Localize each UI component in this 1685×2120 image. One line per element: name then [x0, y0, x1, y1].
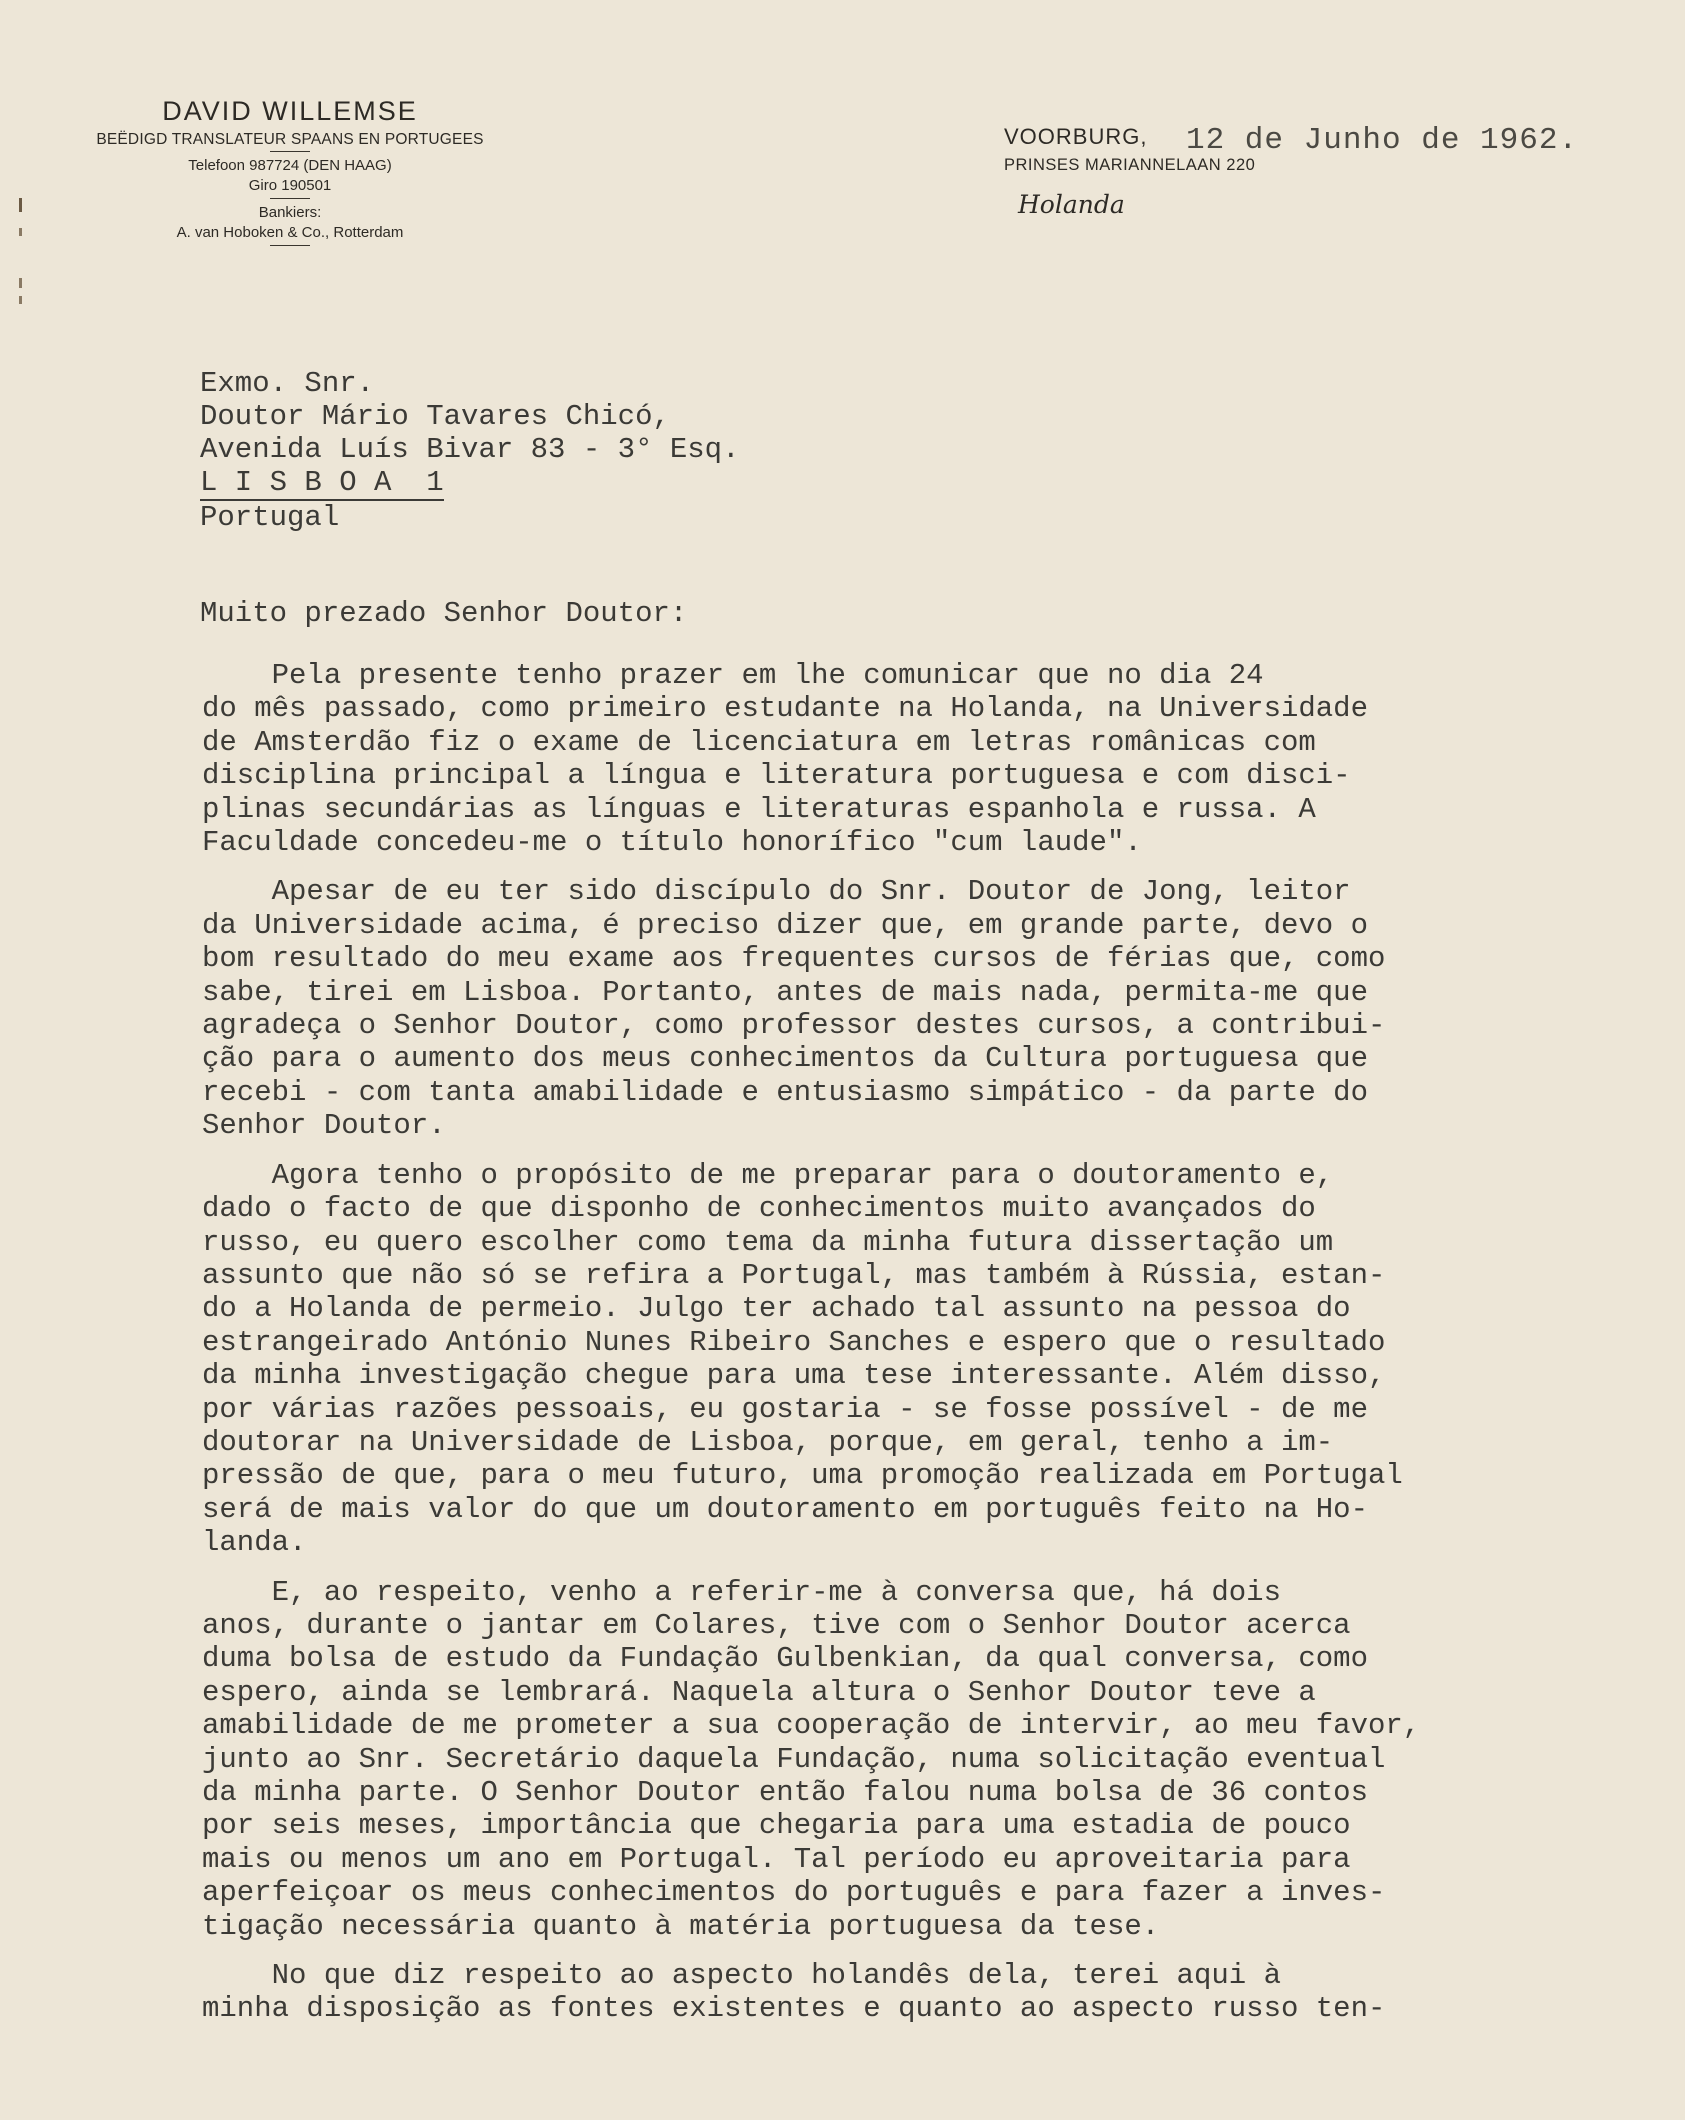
address-line: Doutor Mário Tavares Chicó, — [200, 400, 670, 433]
body-line: da minha investigação chegue para uma tese interessante. Além disso, — [202, 1359, 1386, 1393]
body-line: bom resultado do meu exame aos frequentes cursos de férias que, como — [202, 942, 1386, 976]
body-line: assunto que não só se refira a Portugal, mas também à Rússia, estan- — [202, 1258, 1386, 1292]
address-line: Avenida Luís Bivar 83 - 3° Esq. — [200, 433, 740, 466]
body-line: Faculdade concedeu-me o título honorífico "cum laude". — [202, 826, 1142, 860]
handwritten-annotation: Holanda — [1018, 190, 1125, 219]
body-line: E, ao respeito, venho a referir-me à conversa que, há dois — [202, 1575, 1281, 1609]
body-line: pressão de que, para o meu futuro, uma promoção realizada em Portugal — [202, 1459, 1403, 1493]
body-line: amabilidade de me prometer a sua cooperação de intervir, ao meu favor, — [202, 1709, 1421, 1743]
body-line: junto ao Snr. Secretário daquela Fundação, numa solicitação eventual — [202, 1742, 1386, 1776]
body-line: por várias razões pessoais, eu gostaria - se fosse possível - de me — [202, 1392, 1368, 1426]
divider — [270, 151, 310, 152]
sender-giro: Giro 190501 — [248, 177, 332, 194]
bankers-name: A. van Hoboken & Co., Rotterdam — [176, 224, 404, 241]
address-line: Exmo. Snr. — [200, 367, 375, 400]
body-line: landa. — [202, 1526, 307, 1560]
staple-holes-mark — [18, 198, 24, 308]
body-line: estrangeirado António Nunes Ribeiro Sanches e espero que o resultado — [202, 1325, 1386, 1359]
body-line: anos, durante o jantar em Colares, tive com o Senhor Doutor acerca — [202, 1608, 1351, 1642]
bankers-label: Bankiers: — [258, 204, 322, 221]
paragraph — [202, 875, 1642, 1142]
paragraph — [202, 1159, 1642, 1560]
sender-city: VOORBURG, — [1004, 124, 1148, 149]
body-line: do a Holanda de permeio. Julgo ter achado tal assunto na pessoa do — [202, 1292, 1351, 1326]
body-line: sabe, tirei em Lisboa. Portanto, antes de mais nada, permita-me que — [202, 975, 1368, 1009]
recipient-address — [200, 367, 740, 534]
body-line: duma bolsa de estudo da Fundação Gulbenkian, da qual conversa, como — [202, 1642, 1368, 1676]
body-line: No que diz respeito ao aspecto holandês dela, terei aqui à — [202, 1959, 1281, 1993]
body-line: espero, ainda se lembrará. Naquela altura o Senhor Doutor teve a — [202, 1675, 1316, 1709]
body-line: plinas secundárias as línguas e literaturas espanhola e russa. A — [202, 792, 1316, 826]
body-line: Apesar de eu ter sido discípulo do Snr. Doutor de Jong, leitor — [202, 875, 1351, 909]
body-line: ção para o aumento dos meus conhecimentos da Cultura portuguesa que — [202, 1042, 1368, 1076]
letterhead-sender-block — [70, 96, 510, 250]
paragraph — [202, 659, 1642, 859]
sender-street: PRINSES MARIANNELAAN 220 — [1004, 156, 1256, 174]
body-line: Agora tenho o propósito de me preparar para o doutoramento e, — [202, 1158, 1334, 1192]
body-line: tigação necessária quanto à matéria portuguesa da tese. — [202, 1909, 1160, 1943]
body-line: Pela presente tenho prazer em lhe comunicar que no dia 24 — [202, 659, 1264, 692]
letter-body — [202, 659, 1642, 2042]
body-line: por seis meses, importância que chegaria para uma estadia de pouco — [202, 1809, 1351, 1843]
body-line: de Amsterdão fiz o exame de licenciatura em letras românicas com — [202, 725, 1316, 759]
body-line: recebi - com tanta amabilidade e entusiasmo simpático - da parte do — [202, 1075, 1368, 1109]
paragraph — [202, 1576, 1642, 1943]
paragraph — [202, 1959, 1642, 2026]
body-line: do mês passado, como primeiro estudante na Holanda, na Universidade — [202, 692, 1368, 726]
letter-date: 12 de Junho de 1962. — [1186, 123, 1579, 158]
body-line: aperfeiçoar os meus conhecimentos do português e para fazer a inves- — [202, 1876, 1386, 1910]
body-line: disciplina principal a língua e literatura portuguesa e com disci- — [202, 759, 1351, 793]
body-line: agradeça o Senhor Doutor, como professor destes cursos, a contribui- — [202, 1009, 1386, 1043]
divider — [270, 245, 310, 246]
sender-phone: Telefoon 987724 (DEN HAAG) — [188, 157, 392, 174]
address-country: Portugal — [200, 501, 340, 534]
salutation: Muito prezado Senhor Doutor: — [200, 597, 688, 630]
sender-name: DAVID WILLEMSE — [162, 96, 418, 126]
address-city: L I S B O A 1 — [200, 466, 444, 499]
body-line: russo, eu quero escolher como tema da minha futura dissertação um — [202, 1225, 1334, 1259]
body-line: mais ou menos um ano em Portugal. Tal período eu aproveitaria para — [202, 1842, 1351, 1876]
body-line: dado o facto de que disponho de conhecimentos muito avançados do — [202, 1192, 1316, 1226]
sender-title: BEËDIGD TRANSLATEUR SPAANS EN PORTUGEES — [96, 131, 484, 148]
body-line: será de mais valor do que um doutoramento em português feito na Ho- — [202, 1492, 1368, 1526]
body-line: da minha parte. O Senhor Doutor então falou numa bolsa de 36 contos — [202, 1776, 1368, 1809]
body-line: doutorar na Universidade de Lisboa, porque, em geral, tenho a im- — [202, 1425, 1334, 1459]
body-line: minha disposição as fontes existentes e quanto ao aspecto russo ten- — [202, 1992, 1386, 2026]
body-line: Senhor Doutor. — [202, 1109, 446, 1143]
body-line: da Universidade acima, é preciso dizer que, em grande parte, devo o — [202, 908, 1368, 942]
divider — [270, 198, 310, 199]
